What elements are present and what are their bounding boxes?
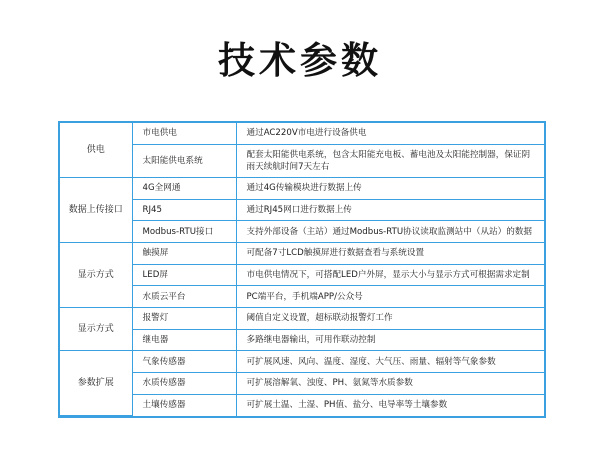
spec-table-grid [60, 123, 544, 416]
item-cell: 触摸屏 [132, 242, 236, 264]
description-cell: 通过AC220V市电进行设备供电 [236, 123, 544, 144]
description-cell: 可扩展风速、风向、温度、湿度、大气压、雨量、辐射等气象参数 [236, 351, 544, 373]
item-cell: 水质传感器 [132, 373, 236, 395]
table-row [60, 242, 544, 264]
item-cell: 水质云平台 [132, 286, 236, 308]
description-cell: 多路继电器输出，可用作联动控制 [236, 329, 544, 351]
spec-table [58, 121, 546, 418]
item-cell: 土壤传感器 [132, 394, 236, 415]
description-cell: 通过RJ45网口进行数据上传 [236, 199, 544, 221]
table-row [60, 264, 544, 286]
table-row [60, 177, 544, 199]
item-cell: 报警灯 [132, 307, 236, 329]
item-cell: 4G全网通 [132, 177, 236, 199]
category-cell: 数据上传接口 [60, 177, 132, 242]
table-row [60, 373, 544, 395]
description-cell: 阈值自定义设置，超标联动报警灯工作 [236, 307, 544, 329]
category-cell: 供电 [60, 123, 132, 177]
item-cell: LED屏 [132, 264, 236, 286]
description-cell: 支持外部设备（主站）通过Modbus-RTU协议读取监测站中（从站）的数据 [236, 221, 544, 243]
item-cell: 继电器 [132, 329, 236, 351]
item-cell: 气象传感器 [132, 351, 236, 373]
description-cell: 市电供电情况下，可搭配LED户外屏，显示大小与显示方式可根据需求定制 [236, 264, 544, 286]
table-row [60, 221, 544, 243]
description-cell: 通过4G传输模块进行数据上传 [236, 177, 544, 199]
description-cell: 配套太阳能供电系统，包含太阳能充电板、蓄电池及太阳能控制器，保证阴雨天续航时间7天左右 [236, 144, 544, 177]
spec-table-body [60, 123, 544, 416]
table-row [60, 286, 544, 308]
table-row [60, 307, 544, 329]
category-cell: 显示方式 [60, 242, 132, 307]
table-row [60, 123, 544, 144]
table-row [60, 144, 544, 177]
description-cell: 可扩展溶解氧、浊度、PH、氨氮等水质参数 [236, 373, 544, 395]
description-cell: PC端平台，手机端APP/公众号 [236, 286, 544, 308]
description-cell: 可配备7寸LCD触摸屏进行数据查看与系统设置 [236, 242, 544, 264]
page-title: 技术参数 [218, 39, 382, 82]
table-row [60, 351, 544, 373]
item-cell: RJ45 [132, 199, 236, 221]
category-cell: 显示方式 [60, 307, 132, 350]
table-row [60, 199, 544, 221]
item-cell: Modbus-RTU接口 [132, 221, 236, 243]
category-cell: 参数扩展 [60, 351, 132, 416]
item-cell: 市电供电 [132, 123, 236, 144]
table-row [60, 394, 544, 415]
table-row [60, 329, 544, 351]
item-cell: 太阳能供电系统 [132, 144, 236, 177]
description-cell: 可扩展土温、土湿、PH值、盐分、电导率等土壤参数 [236, 394, 544, 415]
